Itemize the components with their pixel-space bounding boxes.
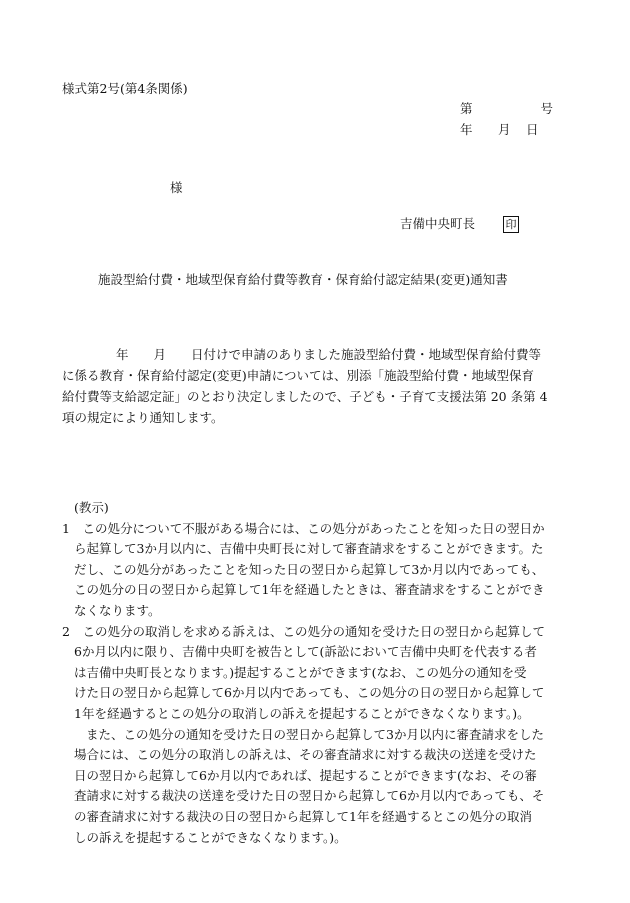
issuer [400,214,519,233]
date-month: 月 [498,122,511,137]
document-number [460,99,553,117]
document-title: 施設型給付費・地域型保育給付費等教育・保育給付認定結果(変更)通知書 [98,272,508,287]
instruction-section [62,498,578,848]
document-number-prefix: 第 [460,101,473,116]
instruction-line: この処分の日の翌日から起算して1年を経過したときは、審査請求をすることができ [74,582,545,598]
instruction-line: は吉備中央町長となります。)提起することができます(なお、この処分の通知を受 [74,664,527,680]
seal-stamp: 印 [503,216,519,233]
addressee: 様 [170,180,183,195]
instruction-line: また、この処分の通知を受けた日の翌日から起算して3か月以内に審査請求をした [86,726,544,742]
body-line: 項の規定により通知します。 [62,410,224,425]
body-line: 給付費等支給認定証」のとおり決定しましたので、子ども・子育て支援法第 20 条第 4 [62,389,548,404]
body-line: に係る教育・保育給付認定(変更)申請については、別添「施設型給付費・地域型保育 [62,368,535,383]
form-number: 様式第2号(第4条関係) [62,81,188,96]
instruction-line: 1年を経過するとこの処分の取消しの訴えを提起することができなくなります。)。 [74,705,530,721]
instruction-line: 査請求に対する裁決の送達を受けた日の翌日から起算して6か月以内であっても、そ [74,788,545,804]
instruction-line: 6か月以内に限り、吉備中央町を被告として(訴訟において吉備中央町を代表する者 [74,644,537,660]
instruction-line: なくなります。 [74,602,161,618]
instruction-line: の審査請求に対する裁決の日の翌日から起算して1年を経過するとこの処分の取消 [74,808,532,824]
date-year: 年 [460,122,473,137]
document-date [460,120,539,138]
issuer-name: 吉備中央町長 [400,216,476,231]
body-line: 年 月 日付けで申請のありました施設型給付費・地域型保育給付費等 [116,347,542,362]
instruction-line: ら起算して3か月以内に、吉備中央町長に対して審査請求をすることができます。た [74,541,544,557]
document-number-suffix: 号 [540,101,554,116]
body-text [62,344,568,428]
date-day: 日 [526,122,539,137]
instruction-line: 2 この処分の取消しを求める訴えは、この処分の通知を受けた日の翌日から起算して [62,623,545,639]
instruction-line: 日の翌日から起算して6か月以内であれば、提起することができます(なお、その審 [74,767,537,783]
instruction-line: しの訴えを提起することができなくなります。)。 [74,829,347,845]
instruction-heading: (教示) [74,500,109,515]
instruction-line: だし、この処分があったことを知った日の翌日から起算して3か月以内であっても、 [74,561,545,577]
instruction-line: けた日の翌日から起算して6か月以内であっても、この処分の日の翌日から起算して [74,685,545,701]
instruction-line: 1 この処分について不服がある場合には、この処分があったことを知った日の翌日か [62,520,545,536]
instruction-line: 場合には、この処分の取消しの訴えは、その審査請求に対する裁決の送達を受けた [74,747,537,763]
